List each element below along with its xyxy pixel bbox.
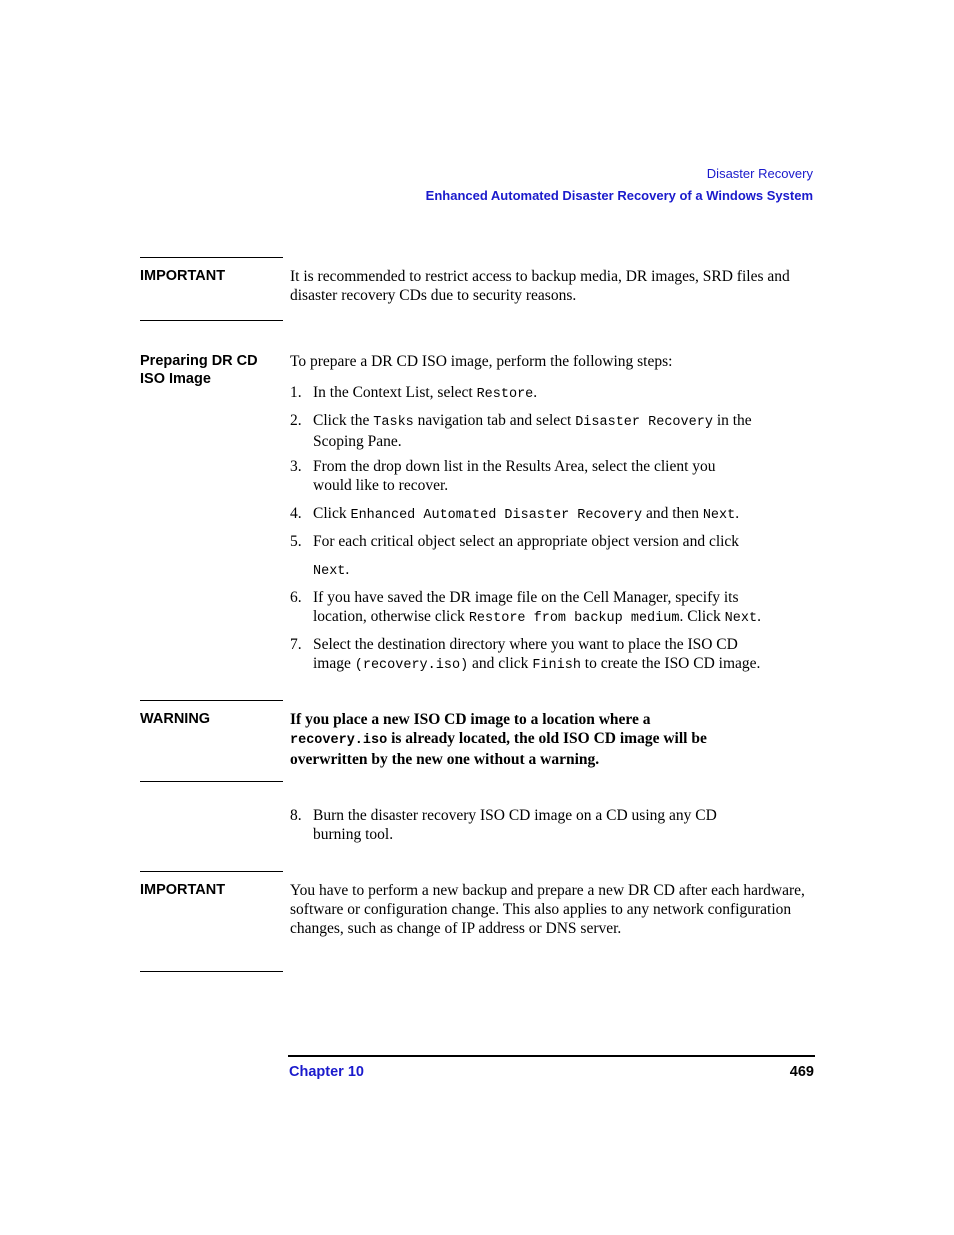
step-text: . (735, 505, 740, 522)
section-label (140, 352, 280, 388)
step-number: 1. (290, 384, 302, 401)
step-number: 4. (290, 505, 302, 522)
step-8 (290, 806, 820, 844)
warning-line: If you place a new ISO CD image to a location where a (290, 711, 651, 728)
step-text: and then (642, 505, 703, 522)
section-intro: To prepare a DR CD ISO image, perform the following steps: (290, 353, 673, 370)
step-text: would like to recover. (313, 477, 449, 494)
step-text: . (533, 384, 538, 401)
step-number: 3. (290, 458, 302, 475)
step-text: . (757, 608, 761, 625)
step-text: Scoping Pane. (313, 433, 402, 450)
step-text: Click (313, 505, 351, 522)
step-code: Disaster Recovery (575, 415, 713, 430)
warning-line: overwritten by the new one without a warning. (290, 751, 600, 768)
divider (140, 781, 283, 782)
important-text: You have to perform a new backup and prepare a new DR CD after each hardware, software or configuration change. This also applies to any network configuration changes, such as change of IP address or DNS server. (290, 882, 805, 937)
step-text: and click (468, 655, 533, 672)
step-1 (290, 383, 820, 404)
step-text: In the Context List, select (313, 384, 477, 401)
step-code: Next (702, 508, 736, 523)
page-number: 469 (789, 1064, 814, 1080)
step-text: . (345, 561, 350, 578)
step-number: 8. (290, 807, 302, 824)
step-text: Click the (313, 412, 374, 429)
step-number: 7. (290, 636, 302, 653)
step-text: burning tool. (313, 826, 394, 843)
section-label-line2: ISO Image (140, 371, 211, 387)
step-text: For each critical object select an appropriate object version and click (313, 533, 740, 550)
step-text: to create the ISO CD image. (580, 655, 761, 672)
step-2 (290, 411, 820, 451)
step-code: Restore (476, 387, 534, 402)
warning-label: WARNING (140, 711, 211, 727)
footer-rule (288, 1055, 815, 1057)
step-code: Finish (532, 658, 581, 673)
divider (140, 257, 283, 258)
step-3 (290, 457, 820, 495)
step-code: Tasks (373, 415, 414, 430)
step-text: . Click (679, 608, 725, 625)
step-number: 6. (290, 589, 302, 606)
important-label: IMPORTANT (140, 882, 226, 898)
step-6 (290, 588, 820, 628)
warning-text (290, 710, 820, 769)
step-text: Burn the disaster recovery ISO CD image on a CD using any CD (313, 807, 717, 824)
footer-chapter: Chapter 10 (289, 1064, 364, 1080)
step-code: (recovery.iso) (354, 658, 469, 673)
step-text: in the (712, 412, 752, 429)
step-text: Select the destination directory where you want to place the ISO CD (313, 636, 738, 653)
important-label: IMPORTANT (140, 268, 226, 284)
step-text: location, otherwise click (313, 608, 469, 625)
step-7 (290, 635, 820, 675)
step-code: Enhanced Automated Disaster Recovery (350, 508, 643, 523)
step-text: navigation tab and select (413, 412, 576, 429)
warning-line: is already located, the old ISO CD image will be (387, 730, 707, 747)
step-code: Next (313, 564, 346, 579)
step-4 (290, 504, 820, 525)
running-header-subsection: Enhanced Automated Disaster Recovery of a Windows System (425, 188, 813, 203)
divider (140, 871, 283, 872)
step-text: If you have saved the DR image file on the Cell Manager, specify its (313, 589, 739, 606)
divider (140, 971, 283, 972)
step-text: From the drop down list in the Results Area, select the client you (313, 458, 716, 475)
section-label-line1: Preparing DR CD (140, 353, 258, 369)
step-text: image (313, 655, 355, 672)
step-number: 5. (290, 533, 302, 550)
running-header-section: Disaster Recovery (706, 166, 813, 181)
step-code: Restore from backup medium (468, 611, 680, 626)
step-5 (290, 532, 820, 581)
important-text: It is recommended to restrict access to backup media, DR images, SRD files and disaster recovery CDs due to security reasons. (290, 268, 790, 304)
divider (140, 320, 283, 321)
warning-code: recovery.iso (290, 733, 388, 748)
divider (140, 700, 283, 701)
step-number: 2. (290, 412, 302, 429)
step-code: Next (724, 611, 758, 626)
